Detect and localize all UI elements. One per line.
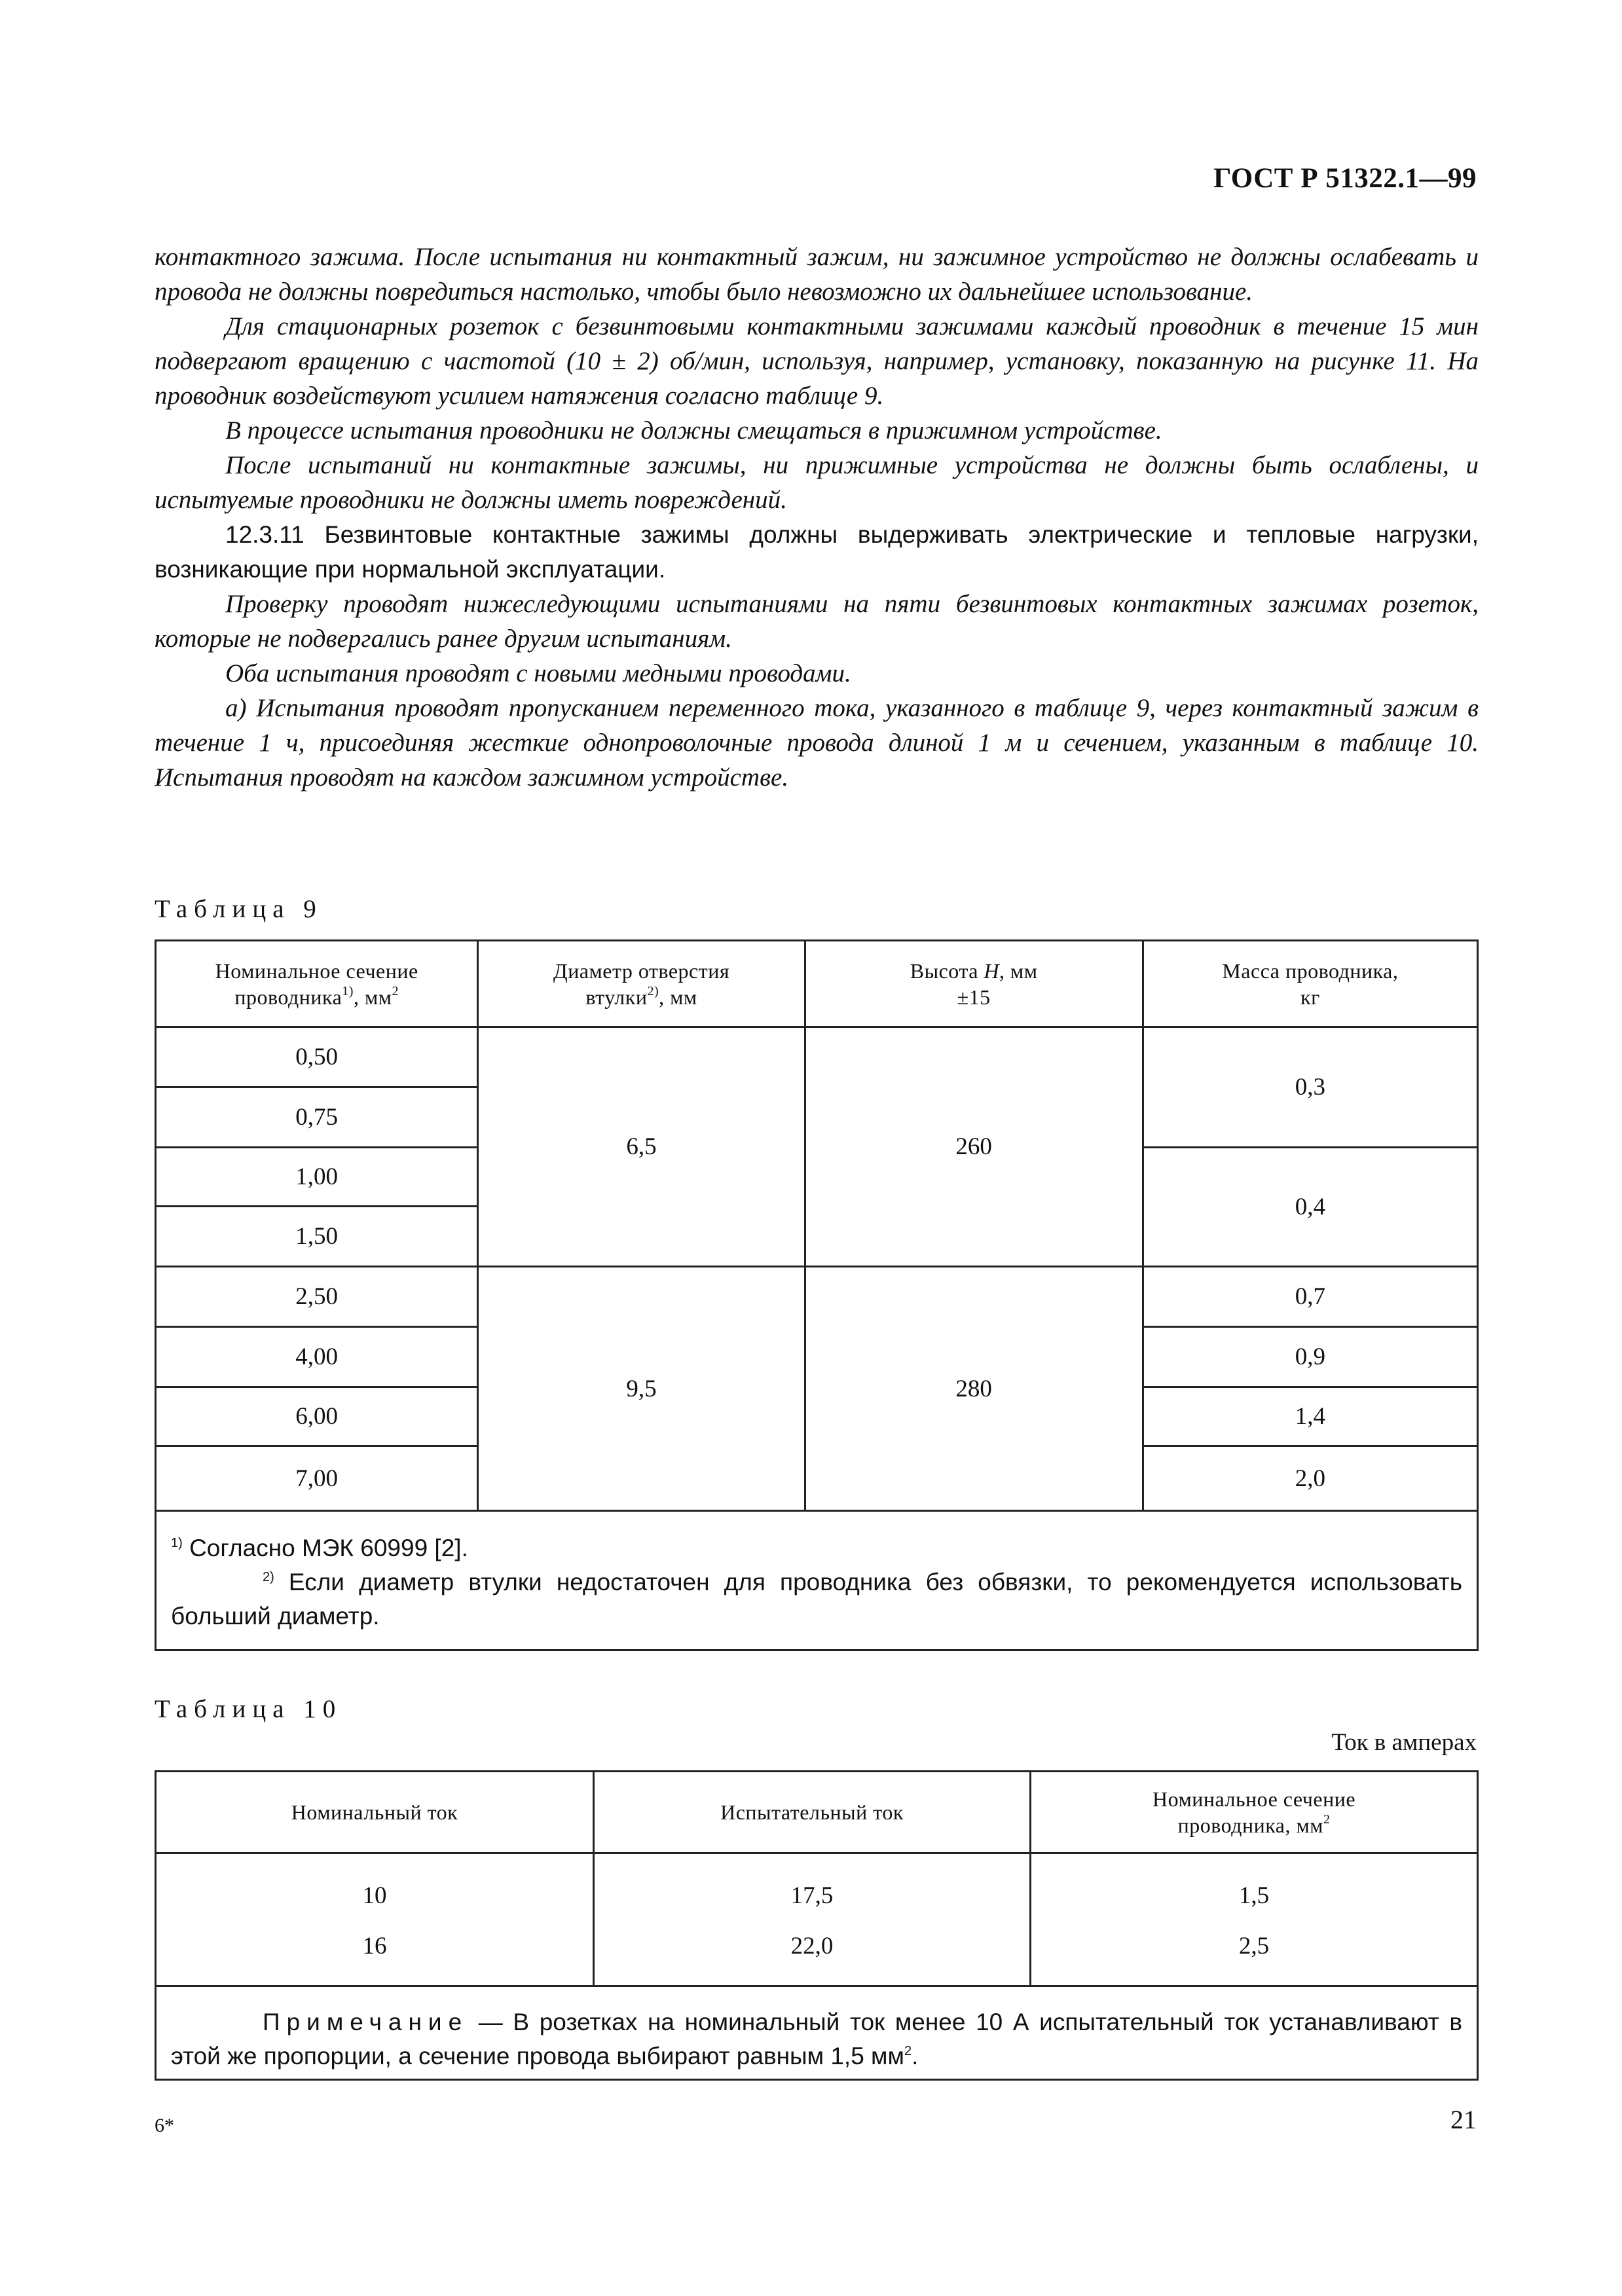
header-cell-test-current: Испытательный ток xyxy=(593,1772,1030,1853)
mass-cell: 0,3 xyxy=(1143,1027,1477,1148)
body-text xyxy=(155,240,1479,795)
height-cell: 260 xyxy=(805,1027,1143,1267)
rated-current-cell: 10 xyxy=(156,1853,594,1919)
test-current-cell: 17,5 xyxy=(593,1853,1030,1919)
table-10-units: Ток в амперах xyxy=(1331,1729,1477,1756)
table-row xyxy=(156,1267,1478,1327)
table-9-caption: Таблица 9 xyxy=(155,895,323,923)
header-cell-height: Высота H, мм ±15 xyxy=(805,941,1143,1027)
table-row xyxy=(156,1919,1478,1986)
table-footnotes-row xyxy=(156,1511,1478,1650)
table-9 xyxy=(155,939,1479,1651)
mass-cell: 0,4 xyxy=(1143,1148,1477,1267)
mass-cell: 0,7 xyxy=(1143,1267,1477,1327)
section-cell: 0,50 xyxy=(156,1027,478,1087)
section-cell: 2,5 xyxy=(1031,1919,1478,1986)
paragraph: В процессе испытания проводники не должны смещаться в прижимном устройстве. xyxy=(225,416,1162,445)
table-10 xyxy=(155,1770,1479,2081)
footnote-1: $^{1)}$ Согласно МЭК 60999 [2]. xyxy=(171,1535,468,1561)
table-header-row xyxy=(156,941,1478,1027)
paragraph: контактного зажима. После испытания ни контактный зажим, ни зажимное устройство не должны ослабевать и провода не должны повредиться настолько, чтобы было невозможно их дальнейшее использование. xyxy=(155,243,1479,306)
header-cell-section: Номинальное сечение проводника, $мм^2$ xyxy=(1031,1772,1478,1853)
section-cell: 1,00 xyxy=(156,1148,478,1207)
height-cell: 280 xyxy=(805,1267,1143,1511)
page-number: 21 xyxy=(1450,2105,1477,2134)
section-cell: 0,75 xyxy=(156,1087,478,1148)
paragraph: Проверку проводят нижеследующими испытаниями на пяти безвинтовых контактных зажимах розеток, которые не подвергались ранее другим испытаниям. xyxy=(155,590,1479,653)
section-cell: 4,00 xyxy=(156,1327,478,1387)
mass-cell: 0,9 xyxy=(1143,1327,1477,1387)
table-row xyxy=(156,1853,1478,1919)
paragraph: а) Испытания проводят пропусканием переменного тока, указанного в таблице 9, через контактный зажим в течение 1 ч, присоединяя жесткие однопроволочные провода длиной 1 м и сечением, указанным в таблице 10. Испытания проводят на каждом зажимном устройстве. xyxy=(155,694,1479,792)
table-10-note xyxy=(156,1986,1478,2080)
paragraph: Для стационарных розеток с безвинтовыми контактными зажимами каждый проводник в течение 15 мин подвергают вращению с частотой (10 ± 2) об/мин, используя, например, установку, показанную на рисунке 11. На проводник воздействуют усилием натяжения согласно таблице 9. xyxy=(155,312,1479,410)
signature-mark: 6* xyxy=(155,2115,174,2136)
table-header-row xyxy=(156,1772,1478,1853)
header-cell-rated-current: Номинальный ток xyxy=(156,1772,594,1853)
section-cell: 1,50 xyxy=(156,1207,478,1267)
table-9-footnotes xyxy=(156,1511,1478,1650)
section-cell: 2,50 xyxy=(156,1267,478,1327)
table-10-caption: Таблица 10 xyxy=(155,1695,342,1723)
section-cell: 6,00 xyxy=(156,1387,478,1446)
mass-cell: 1,4 xyxy=(1143,1387,1477,1446)
document-header: ГОСТ Р 51322.1—99 xyxy=(1213,163,1477,194)
table-row xyxy=(156,1027,1478,1087)
header-cell-section: Номинальное сечение проводника$^{1)}$, $мм^2$ xyxy=(156,941,478,1027)
mass-cell: 2,0 xyxy=(1143,1446,1477,1511)
paragraph: После испытаний ни контактные зажимы, ни прижимные устройства не должны быть ослаблены, и испытуемые проводники не должны иметь повреждений. xyxy=(155,451,1479,514)
table-note-row xyxy=(156,1986,1478,2080)
paragraph: Оба испытания проводят с новыми медными проводами. xyxy=(225,659,851,687)
footnote-2: $^{2)}$ Если диаметр втулки недостаточен для проводника без обвязки, то рекомендуется использовать больший диаметр. xyxy=(171,1569,1462,1630)
clause-12-3-11: 12.3.11 Безвинтовые контактные зажимы должны выдерживать электрические и тепловые нагрузки, возникающие при нормальной эксплуатации. xyxy=(155,521,1479,583)
section-cell: 1,5 xyxy=(1031,1853,1478,1919)
diameter-cell: 9,5 xyxy=(478,1267,805,1511)
section-cell: 7,00 xyxy=(156,1446,478,1511)
test-current-cell: 22,0 xyxy=(593,1919,1030,1986)
header-cell-diameter: Диаметр отверстия втулки$^{2)}$, мм xyxy=(478,941,805,1027)
rated-current-cell: 16 xyxy=(156,1919,594,1986)
diameter-cell: 6,5 xyxy=(478,1027,805,1267)
header-cell-mass: Масса проводника, кг xyxy=(1143,941,1477,1027)
note-text: Примечание — В розетках на номинальный ток менее 10 А испытательный ток устанавливают в этой же пропорции, а сечение провода выбирают равным 1,5 $мм^2$. xyxy=(171,2009,1462,2069)
